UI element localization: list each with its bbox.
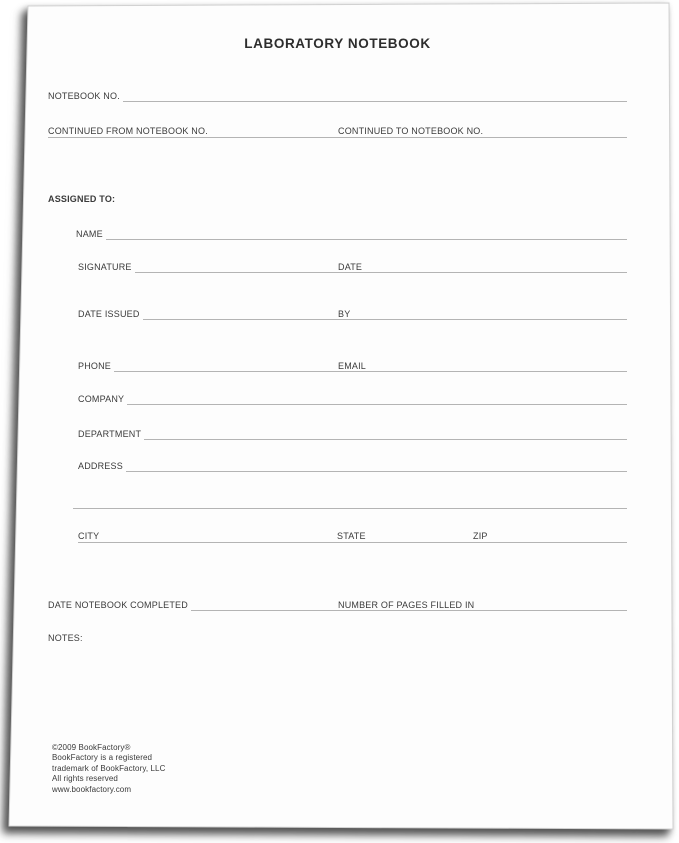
- field-continued: [48, 123, 627, 138]
- footer-line: All rights reserved: [52, 774, 118, 784]
- field-company: [78, 391, 627, 405]
- page-title: LABORATORY NOTEBOOK: [244, 36, 431, 51]
- field-phone-email: [78, 358, 627, 372]
- date-completed-label: DATE NOTEBOOK COMPLETED: [48, 600, 188, 610]
- field-name: [76, 226, 627, 240]
- address-label: ADDRESS: [78, 461, 123, 471]
- name-label: NAME: [76, 229, 103, 239]
- field-notebook-no: [48, 88, 627, 102]
- footer-copyright: [52, 743, 165, 795]
- phone-label: PHONE: [78, 361, 112, 371]
- signature-label: SIGNATURE: [78, 262, 132, 272]
- name-line: [106, 226, 627, 240]
- by-label: BY: [338, 309, 351, 319]
- date-label: DATE: [338, 262, 363, 272]
- footer-line: trademark of BookFactory, LLC: [52, 763, 166, 773]
- notebook-no-label: NOTEBOOK NO.: [48, 91, 120, 101]
- zip-label: ZIP: [473, 531, 488, 541]
- continued-to-label: CONTINUED TO NOTEBOOK NO.: [338, 126, 484, 136]
- field-date-issued-by: [78, 306, 627, 320]
- company-line: [127, 391, 627, 405]
- field-signature-date: [78, 259, 627, 273]
- footer-line: BookFactory is a registered: [52, 753, 153, 763]
- address-line-2: [73, 494, 627, 509]
- pages-filled-label: NUMBER OF PAGES FILLED IN: [338, 600, 475, 610]
- notebook-no-line: [123, 88, 627, 102]
- assigned-to-heading: ASSIGNED TO:: [48, 194, 116, 204]
- field-city-state-zip: [78, 528, 627, 543]
- city-label: CITY: [78, 531, 100, 541]
- department-line: [144, 426, 627, 440]
- date-issued-label: DATE ISSUED: [78, 309, 140, 319]
- company-label: COMPANY: [78, 394, 125, 404]
- footer-line: www.bookfactory.com: [52, 784, 132, 794]
- email-label: EMAIL: [338, 361, 367, 371]
- state-label: STATE: [337, 531, 366, 541]
- field-address: [78, 458, 627, 472]
- date-issued-by-line: [143, 306, 627, 320]
- continued-from-label: CONTINUED FROM NOTEBOOK NO.: [48, 126, 208, 136]
- footer-line: ©2009 BookFactory®: [52, 743, 131, 752]
- field-completed-pages: [48, 597, 627, 611]
- phone-email-line: [114, 358, 627, 372]
- notes-heading: NOTES:: [48, 633, 83, 643]
- department-label: DEPARTMENT: [78, 429, 142, 439]
- signature-date-line: [135, 259, 627, 273]
- field-department: [78, 426, 627, 440]
- address-line: [126, 458, 627, 472]
